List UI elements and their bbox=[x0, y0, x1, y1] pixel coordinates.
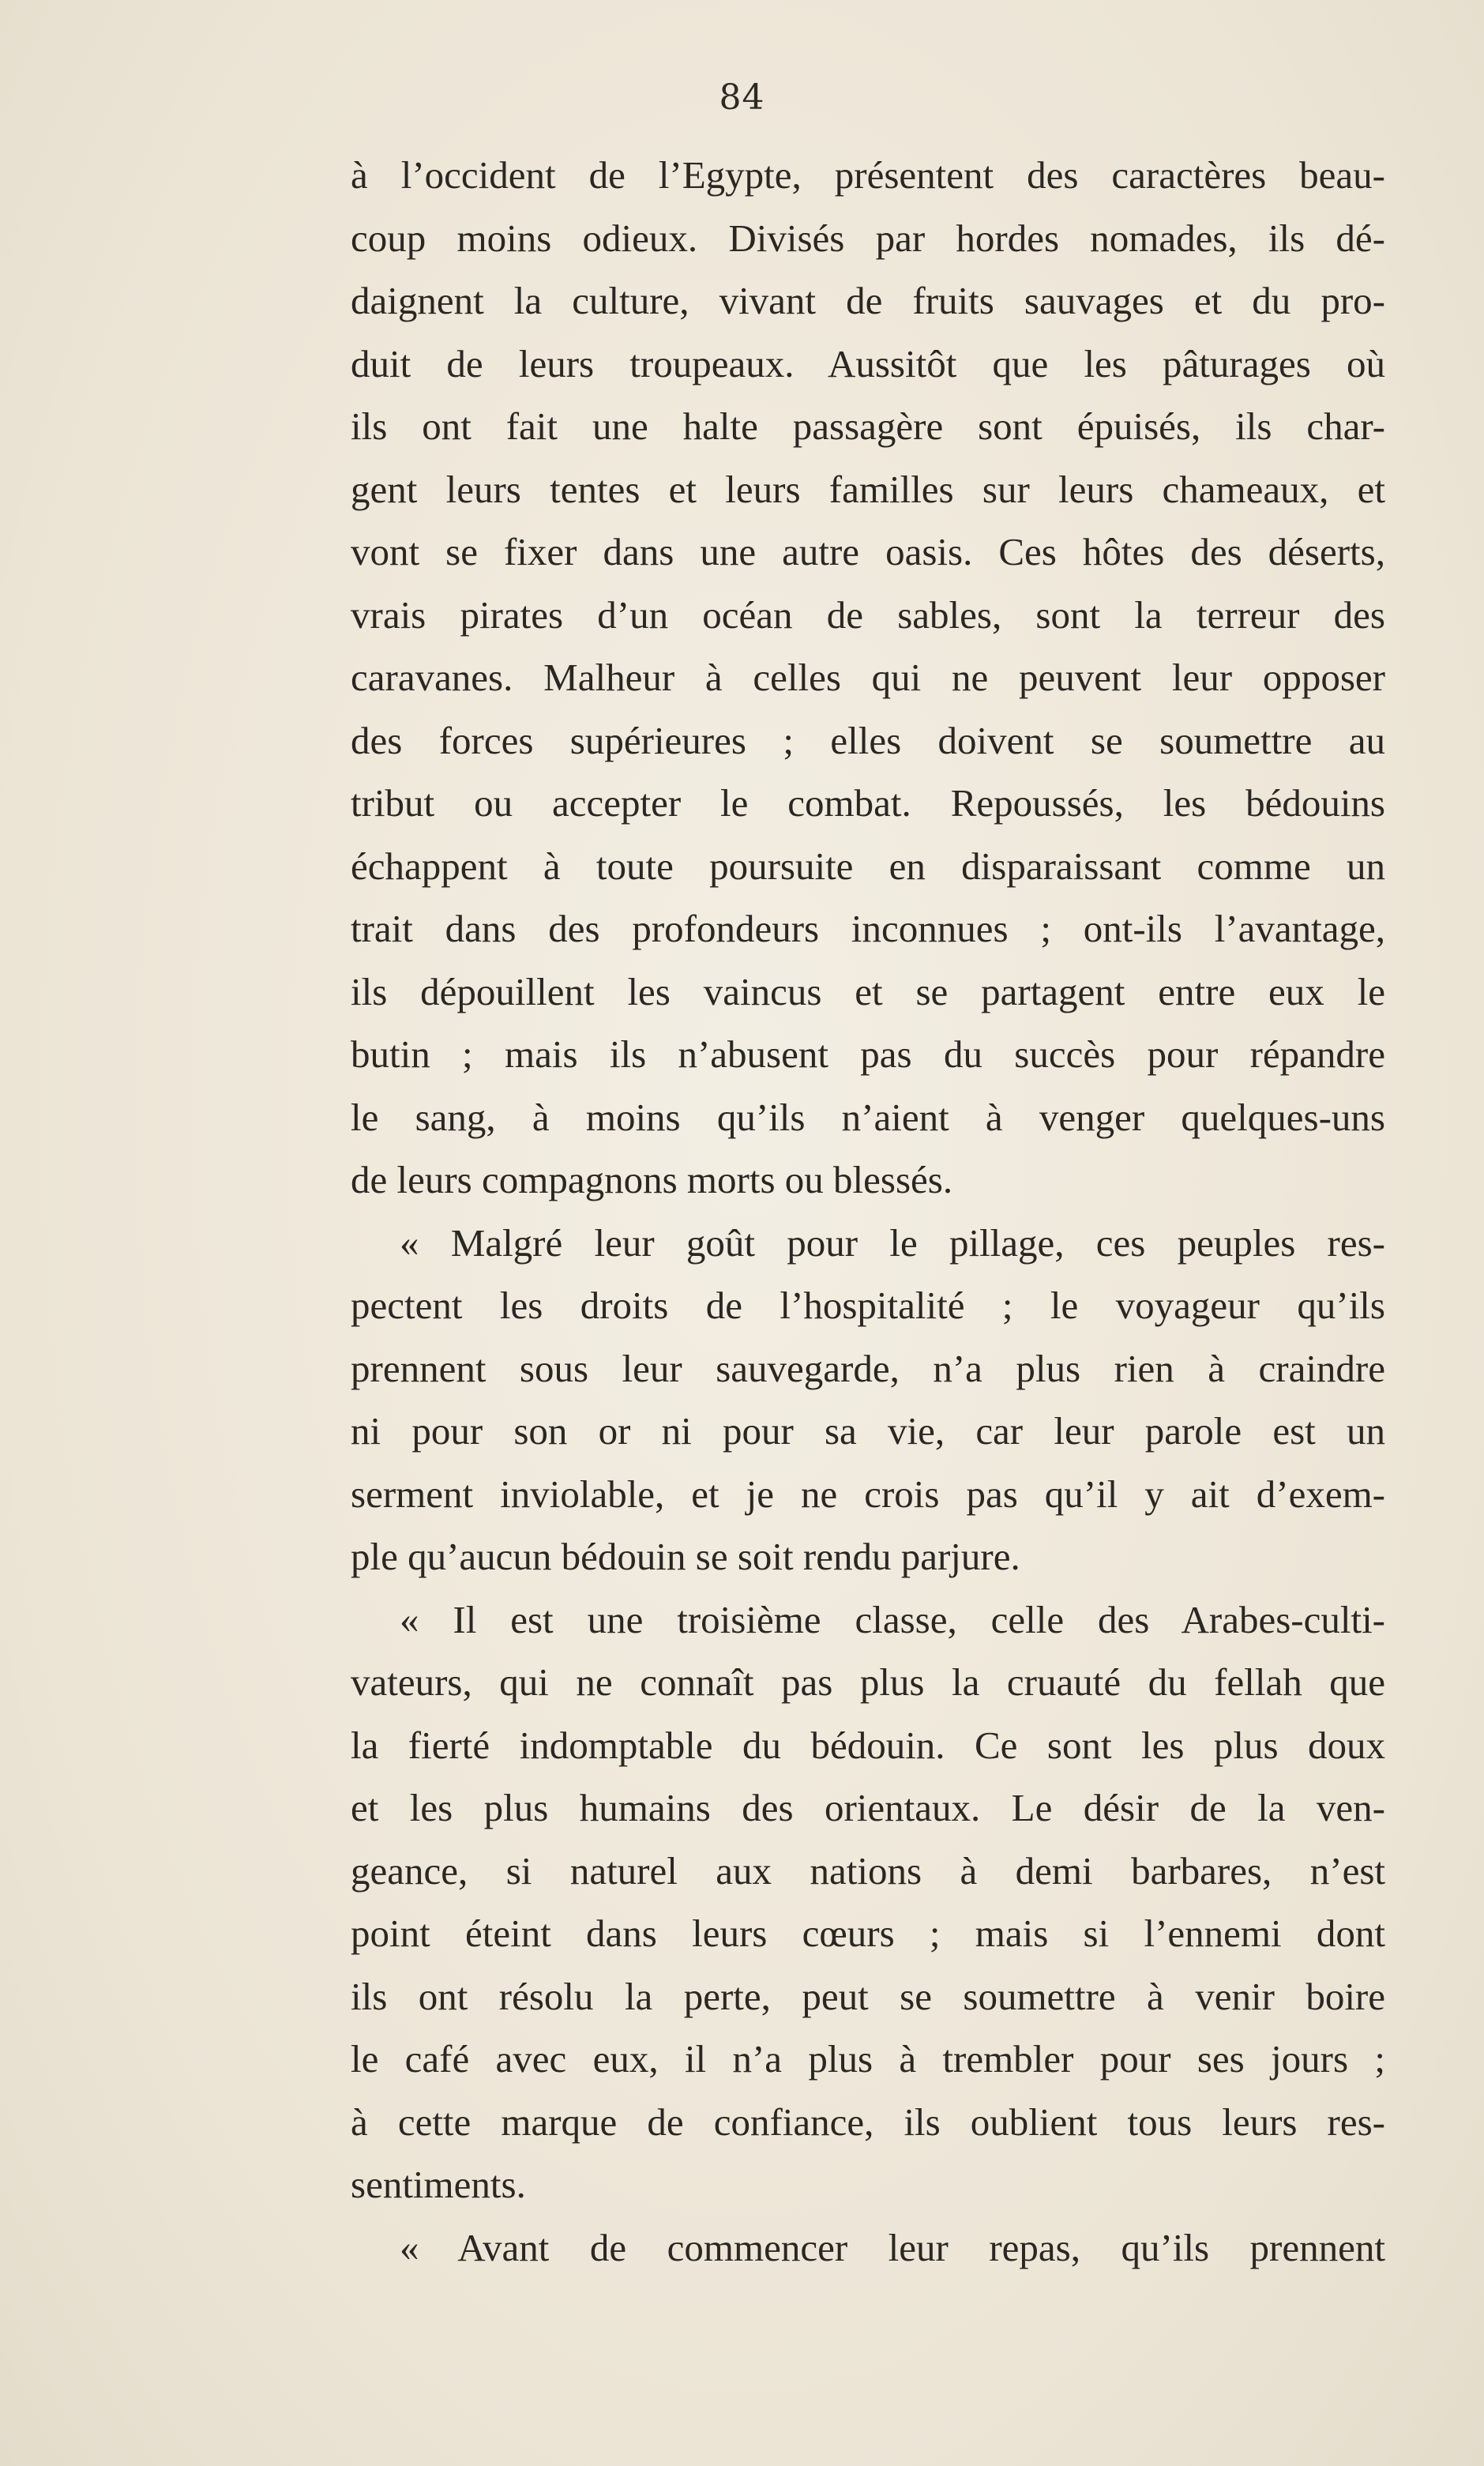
text-line: sentiments. bbox=[351, 2163, 526, 2206]
text-line: tribut ou accepter le combat. Repoussés, les bédouins bbox=[351, 781, 1385, 825]
text-line: ils dépouillent les vaincus et se partagent entre eux le bbox=[351, 969, 1385, 1013]
text-line: vont se fixer dans une autre oasis. Ces hôtes des déserts, bbox=[351, 530, 1385, 573]
text-line: et les plus humains des orientaux. Le désir de la ven- bbox=[351, 1786, 1385, 1829]
text-line: vrais pirates d’un océan de sables, sont la terreur des bbox=[351, 592, 1385, 637]
text-line: trait dans des profondeurs inconnues ; ont-ils l’avantage, bbox=[351, 907, 1385, 950]
text-line: ils ont résolu la perte, peut se soumettre à venir boire bbox=[351, 1974, 1385, 2018]
text-line: pectent les droits de l’hospitalité ; le voyageur qu’ils bbox=[351, 1284, 1385, 1327]
text-line: serment inviolable, et je ne crois pas qu’il y ait d’exem- bbox=[351, 1472, 1385, 1516]
text-line: butin ; mais ils n’abusent pas du succès pour répandre bbox=[351, 1032, 1385, 1076]
text-line: le sang, à moins qu’ils n’aient à venger quelques-uns bbox=[351, 1095, 1385, 1139]
text-line: la fierté indomptable du bédouin. Ce sont les plus doux bbox=[351, 1723, 1385, 1767]
text-line: échappent à toute poursuite en disparaissant comme un bbox=[351, 844, 1385, 888]
text-line: le café avec eux, il n’a plus à trembler pour ses jours ; bbox=[351, 2037, 1385, 2081]
text-line: des forces supérieures ; elles doivent se soumettre au bbox=[351, 718, 1385, 762]
text-line: « Il est une troisième classe, celle des Arabes-culti- bbox=[400, 1597, 1385, 1641]
text-line: à cette marque de confiance, ils oublient tous leurs res- bbox=[351, 2099, 1385, 2144]
text-line: de leurs compagnons morts ou blessés. bbox=[351, 1158, 953, 1201]
text-line: ils ont fait une halte passagère sont épuisés, ils char- bbox=[351, 404, 1385, 448]
text-line: à l’occident de l’Egypte, présentent des caractères beau- bbox=[351, 153, 1385, 197]
text-line: « Malgré leur goût pour le pillage, ces peuples res- bbox=[400, 1220, 1385, 1265]
text-line: duit de leurs troupeaux. Aussitôt que les pâturages où bbox=[351, 341, 1385, 385]
text-line: daignent la culture, vivant de fruits sauvages et du pro- bbox=[351, 279, 1385, 322]
text-line: coup moins odieux. Divisés par hordes nomades, ils dé- bbox=[351, 216, 1385, 260]
text-line: vateurs, qui ne connaît pas plus la cruauté du fellah que bbox=[351, 1660, 1385, 1704]
text-line: ni pour son or ni pour sa vie, car leur parole est un bbox=[351, 1409, 1385, 1453]
text-line: prennent sous leur sauvegarde, n’a plus rien à craindre bbox=[351, 1346, 1385, 1390]
page-number: 84 bbox=[719, 77, 765, 118]
text-line: ple qu’aucun bédouin se soit rendu parjure. bbox=[351, 1535, 1020, 1578]
text-line: caravanes. Malheur à celles qui ne peuvent leur opposer bbox=[351, 656, 1385, 699]
text-line: « Avant de commencer leur repas, qu’ils prennent bbox=[400, 2225, 1385, 2269]
text-line: gent leurs tentes et leurs familles sur leurs chameaux, et bbox=[351, 467, 1385, 511]
body-text bbox=[351, 144, 1385, 2279]
text-line: point éteint dans leurs cœurs ; mais si l’ennemi dont bbox=[351, 1912, 1385, 1955]
text-line: geance, si naturel aux nations à demi barbares, n’est bbox=[351, 1848, 1385, 1893]
